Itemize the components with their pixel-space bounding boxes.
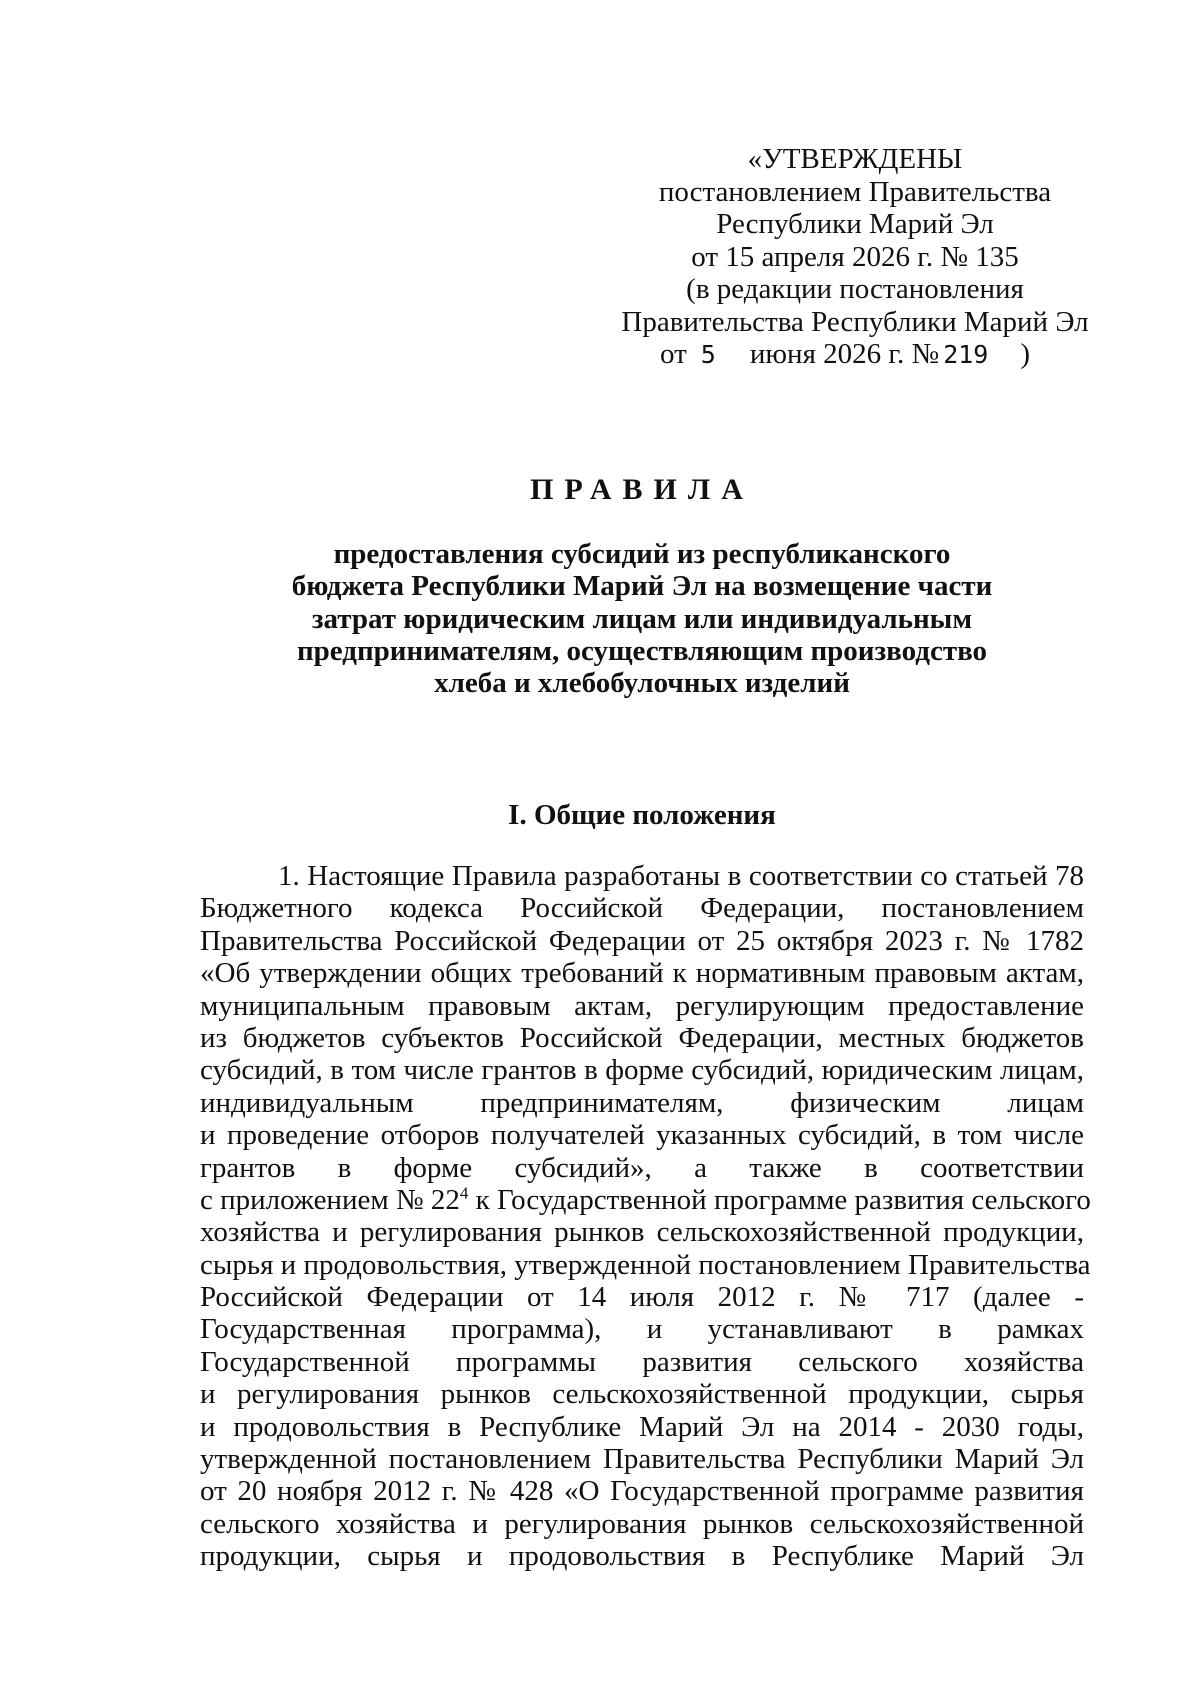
paragraph-line: сельского хозяйства и регулирования рынков сельскохозяйственной (200, 1507, 1084, 1540)
paragraph-line: и проведение отборов получателей указанных субсидий, в том числе (200, 1119, 1084, 1152)
date-text: июня 2026 г. № (749, 338, 940, 370)
approval-line: «УТВЕРЖДЕНЫ (747, 143, 963, 175)
paragraph-line: Правительства Российской Федерации от 25 октября 2023 г. № 1782 (200, 924, 1084, 957)
superscript: 4 (459, 1183, 469, 1203)
section-heading: I. Общие положения (508, 799, 776, 831)
paragraph-line: из бюджетов субъектов Российской Федерации, местных бюджетов (200, 1021, 1084, 1054)
paragraph-line: и регулирования рынков сельскохозяйственной продукции, сырья (200, 1378, 1084, 1411)
paragraph-line: хозяйства и регулирования рынков сельскохозяйственной продукции, (200, 1216, 1084, 1249)
date-prefix: от (660, 338, 687, 370)
subtitle-line: предпринимателям, осуществляющим производство (296, 634, 988, 667)
subtitle-line: предоставления субсидий из республиканского (333, 538, 951, 570)
paragraph-line: утвержденной постановлением Правительства Республики Марий Эл (200, 1443, 1084, 1476)
paragraph-line: Государственной программы развития сельского хозяйства (200, 1345, 1084, 1378)
paragraph-line: Российской Федерации от 14 июля 2012 г. № 717 (далее - (200, 1281, 1084, 1314)
approval-line: от 15 апреля 2026 г. № 135 (691, 240, 1019, 273)
approval-line: Правительства Республики Марий Эл (621, 305, 1089, 338)
paragraph-line: сырья и продовольствия, утвержденной постановлением Правительства (200, 1248, 1091, 1281)
subtitle-line: затрат юридическим лицам или индивидуальным (311, 602, 973, 635)
paragraph-line (200, 1183, 1091, 1216)
paragraph-1 (200, 860, 1091, 1573)
approval-line: Республики Марий Эл (716, 208, 994, 240)
paragraph-line: продукции, сырья и продовольствия в Республике Марий Эл (200, 1540, 1084, 1573)
line-text: к Государственной программе развития сельского (468, 1183, 1091, 1216)
approval-line: (в редакции постановления (686, 273, 1024, 305)
date-number: 219 (943, 340, 989, 369)
paragraph-line: 1. Настоящие Правила разработаны в соответствии со статьей 78 (278, 860, 1084, 892)
paragraph-line: субсидий, в том числе грантов в форме субсидий, юридическим лицам, (200, 1054, 1084, 1087)
paragraph-line: от 20 ноября 2012 г. № 428 «О Государственной программе развития (200, 1475, 1084, 1508)
paragraph-line: Государственная программа), и устанавливают в рамках (200, 1313, 1084, 1346)
amendment-date-line (600, 338, 1110, 372)
document-title: ПРАВИЛА (530, 473, 754, 506)
approval-line: постановлением Правительства (658, 175, 1052, 208)
paragraph-line: грантов в форме субсидий», а также в соответствии (200, 1151, 1084, 1184)
approval-stamp (600, 143, 1110, 372)
subtitle-line: хлеба и хлебобулочных изделий (434, 667, 850, 700)
paragraph-line: «Об утверждении общих требований к нормативным правовым актам, (200, 957, 1084, 990)
line-text: с приложением № 22 (200, 1183, 460, 1216)
paragraph-line: Бюджетного кодекса Российской Федерации, постановлением (200, 892, 1084, 925)
subtitle-line: бюджета Республики Марий Эл на возмещение части (291, 570, 993, 603)
date-close: ) (1020, 338, 1031, 370)
document-subtitle (200, 538, 1084, 699)
paragraph-line: муниципальным правовым актам, регулирующим предоставление (200, 989, 1084, 1022)
paragraph-line: и продовольствия в Республике Марий Эл на 2014 - 2030 годы, (200, 1410, 1084, 1443)
paragraph-line: индивидуальным предпринимателям, физическим лицам (200, 1086, 1084, 1119)
date-day: 5 (700, 340, 716, 369)
